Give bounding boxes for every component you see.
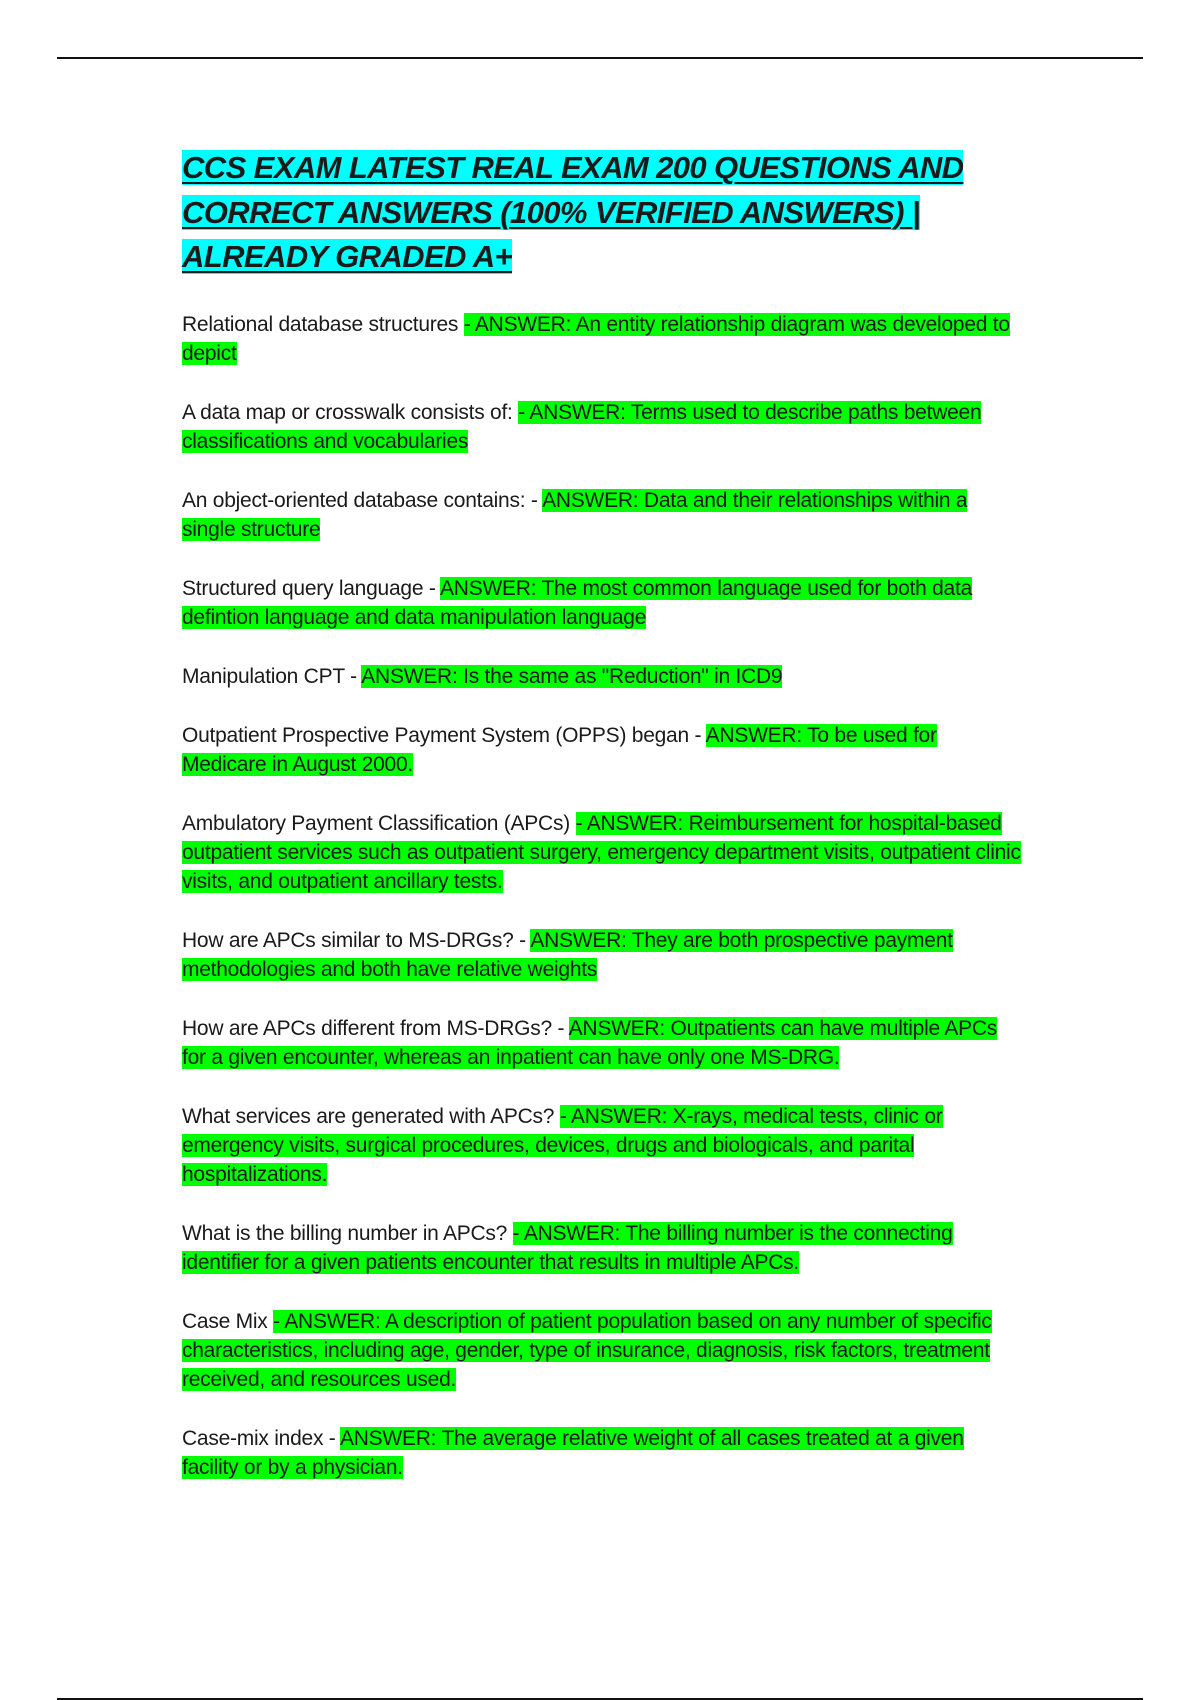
answer-text: - ANSWER: A description of patient population based on any number of specific characteristics, including age, gender, type of insurance, diagnosis, risk factors, treatment received, and resources used. — [182, 1309, 992, 1391]
question-text: How are APCs different from MS-DRGs? - — [182, 1016, 569, 1040]
answer-text: - ANSWER: X-rays, medical tests, clinic or emergency visits, surgical procedures, devices, drugs and biologicals, and parital hospitalizations. — [182, 1104, 943, 1186]
qa-entry — [182, 1424, 1022, 1482]
question-text: A data map or crosswalk consists of: — [182, 400, 519, 424]
answer-text: ANSWER: They are both prospective payment methodologies and both have relative weights — [182, 928, 953, 981]
qa-entry — [182, 1307, 1022, 1394]
qa-entry — [182, 310, 1022, 368]
answer-text: - ANSWER: Reimbursement for hospital-based outpatient services such as outpatient surgery, emergency department visits, outpatient clinic visits, and outpatient ancillary tests. — [182, 811, 1021, 893]
qa-entry — [182, 926, 1022, 984]
qa-entry — [182, 1014, 1022, 1072]
qa-entry — [182, 662, 1022, 691]
qa-entry — [182, 486, 1022, 544]
question-text: Outpatient Prospective Payment System (OPPS) began - — [182, 723, 706, 747]
answer-text: - ANSWER: The billing number is the connecting identifier for a given patients encounter that results in multiple APCs. — [182, 1221, 953, 1274]
header-rule — [57, 57, 1143, 59]
document-body — [182, 146, 1022, 1512]
answer-text: ANSWER: The most common language used for both data defintion language and data manipulation language — [182, 576, 972, 629]
question-text: Manipulation CPT - — [182, 664, 362, 688]
document-title-text: CCS EXAM LATEST REAL EXAM 200 QUESTIONS AND CORRECT ANSWERS (100% VERIFIED ANSWERS) | ALREADY GRADED A+ — [182, 150, 964, 274]
question-text: What is the billing number in APCs? — [182, 1221, 513, 1245]
question-text: Structured query language - — [182, 576, 441, 600]
answer-text: ANSWER: Is the same as "Reduction" in ICD9 — [361, 664, 783, 688]
question-text: Ambulatory Payment Classification (APCs) — [182, 811, 576, 835]
answer-text: ANSWER: Data and their relationships within a single structure — [182, 488, 968, 541]
answer-text: ANSWER: The average relative weight of all cases treated at a given facility or by a physician. — [182, 1426, 964, 1479]
question-text: How are APCs similar to MS-DRGs? - — [182, 928, 531, 952]
question-text: Relational database structures — [182, 312, 464, 336]
answer-text: ANSWER: Outpatients can have multiple APCs for a given encounter, whereas an inpatient can have only one MS-DRG. — [182, 1016, 998, 1069]
answer-text: - ANSWER: An entity relationship diagram was developed to depict — [182, 312, 1010, 365]
question-text: Case Mix — [182, 1309, 274, 1333]
qa-entry — [182, 1219, 1022, 1277]
qa-entry — [182, 1102, 1022, 1189]
question-text: Case-mix index - — [182, 1426, 340, 1450]
qa-entry — [182, 809, 1022, 896]
question-text: What services are generated with APCs? — [182, 1104, 560, 1128]
qa-entry — [182, 721, 1022, 779]
answer-text: - ANSWER: Terms used to describe paths between classifications and vocabularies — [182, 400, 982, 453]
qa-entry — [182, 398, 1022, 456]
answer-text: ANSWER: To be used for Medicare in August 2000. — [182, 723, 937, 776]
qa-entry — [182, 574, 1022, 632]
question-text: An object-oriented database contains: - — [182, 488, 543, 512]
document-title — [182, 146, 1022, 280]
